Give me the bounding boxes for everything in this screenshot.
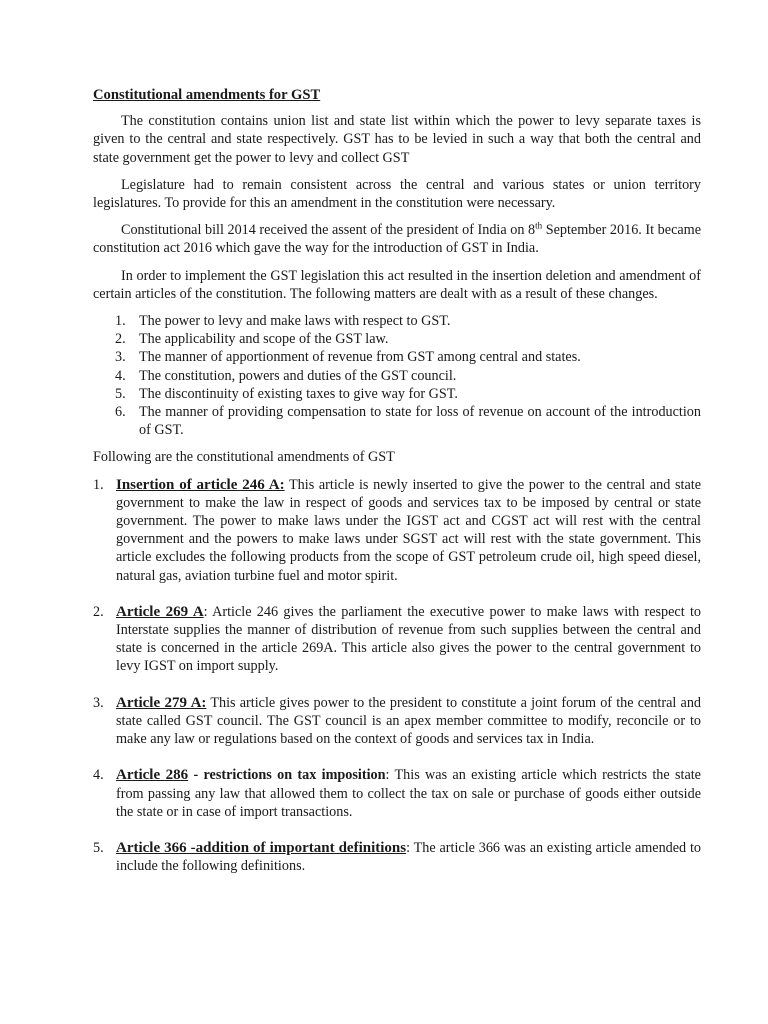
paragraph-legislature: Legislature had to remain consistent across the central and various states or union territory legislatures. To provide for this an amendment in the constitution were necessary.	[93, 176, 701, 212]
document-page	[93, 86, 701, 893]
article-item-269a: 2. Article 269 A: Article 246 gives the parliament the executive power to make laws with respect to Interstate supplies the manner of distribution of revenue from such supplies between the central and state is concerned in the article 269A. This article also gives the power to the central government to levy IGST on import supply.	[93, 603, 701, 675]
list-item: 1. The power to levy and make laws with respect to GST.	[115, 313, 451, 330]
bill-text-after: September 2016. It became constitution act 2016 which gave the way for the introduction of GST in India.	[93, 222, 701, 257]
article-heading: Article 279 A:	[116, 694, 207, 711]
list-item: 4. The constitution, powers and duties of the GST council.	[115, 367, 457, 384]
article-heading: Article 269 A	[116, 603, 204, 620]
article-item-286: 4. Article 286 - restrictions on tax imposition: This was an existing article which restricts the state from passing any law that allowed them to collect the tax on sale or purchase of goods either outside the state or in case of import transactions.	[93, 767, 701, 820]
list-item: 6. The manner of providing compensation to state for loss of revenue on account of the introduction of GST.	[115, 404, 701, 439]
list-item: 3. The manner of apportionment of revenue from GST among central and states.	[115, 349, 581, 366]
paragraph-union-list: The constitution contains union list and state list within which the power to levy separate taxes is given to the central and state respectively. GST has to be levied in such a way that both the central and state government get the power to levy and collect GST	[93, 113, 701, 166]
paragraph-constitutional-bill	[93, 221, 701, 257]
date-superscript: th	[535, 220, 543, 231]
document-title: Constitutional amendments for GST	[93, 87, 321, 103]
list-item: 5. The discontinuity of existing taxes to give way for GST.	[115, 385, 458, 402]
article-item-279a: 3. Article 279 A: This article gives power to the president to constitute a joint forum of the central and state called GST council. The GST council is an apex member committee to modify, reconcile or to make any law or regulations based on the context of goods and services tax in India.	[93, 694, 702, 748]
paragraph-implementation: In order to implement the GST legislation this act resulted in the insertion deletion and amendment of certain articles of the constitution. The following matters are dealt with as a result of these changes.	[93, 267, 701, 302]
article-text: : This was an existing article which restricts the state from passing any law that allowed them to collect the tax on sale or purchase of goods either outside the state or in case of import transactions.	[116, 767, 701, 820]
following-intro: Following are the constitutional amendments of GST	[93, 449, 395, 466]
article-item-246a: 1. Insertion of article 246 A: This article is newly inserted to give the power to the central and state government to make the law in respect of goods and services tax to be imposed by central or state government. The power to make laws under the IGST act and CGST act will rest with the central government and the powers to make laws under SGST act will rest with the state government. This article excludes the following products from the scope of GST petroleum crude oil, high speed diesel, natural gas, aviation turbine fuel and motor spirit.	[93, 476, 701, 584]
matters-list	[93, 312, 701, 439]
article-text: : The article 366 was an existing article amended to include the following definitions.	[116, 839, 702, 875]
article-text: This article is newly inserted to give the power to the central and state government to make the law in respect of goods and services tax to be imposed by central or state government. The power to make laws under the IGST act and CGST act will rest with the central government and the powers to make laws under SGST act will rest with the state government. This article excludes the following products from the scope of GST petroleum crude oil, high speed diesel, natural gas, aviation turbine fuel and motor spirit.	[116, 476, 701, 584]
article-text: : Article 246 gives the parliament the executive power to make laws with respect to Interstate supplies the manner of distribution of revenue from such supplies between the central and state is concerned in the article 269A. This article also gives the power to the central government to levy IGST on import supply.	[116, 603, 701, 675]
article-subheading: - restrictions on tax imposition	[188, 767, 386, 784]
article-heading: Article 366 -addition of important definitions	[116, 839, 407, 856]
articles-list	[93, 476, 701, 876]
list-item: 2. The applicability and scope of the GST law.	[115, 331, 389, 348]
bill-text-before: Constitutional bill 2014 received the assent of the president of India on 8	[121, 222, 536, 239]
article-item-366: 5. Article 366 -addition of important definitions: The article 366 was an existing article amended to include the following definitions.	[93, 839, 702, 875]
article-text: This article gives power to the president to constitute a joint forum of the central and state called GST council. The GST council is an apex member committee to modify, reconcile or to make any law or regulations based on the context of goods and services tax in India.	[116, 694, 702, 748]
article-heading: Article 286	[116, 767, 189, 784]
article-heading: Insertion of article 246 A:	[116, 476, 285, 493]
